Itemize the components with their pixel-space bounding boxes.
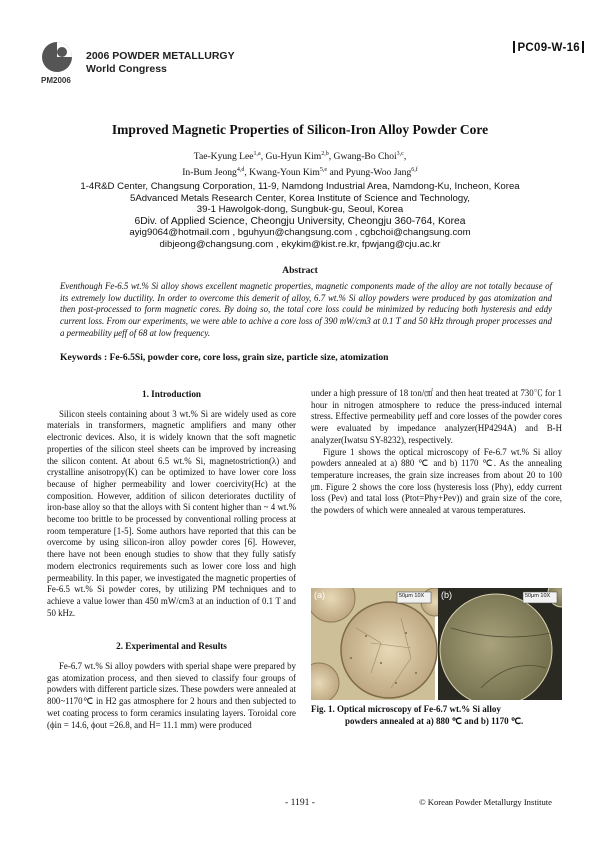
figure-caption-line-1: Fig. 1. Optical microscopy of Fe-6.7 wt.% Si alloy [311, 704, 501, 714]
authors-line-2: In-Bum Jeong$^{4,d}$, Kwang-Youn Kim$^{5,e}$ and Pyung-Woo Jang$^{6,f}$ [182, 166, 418, 178]
authors [0, 148, 600, 179]
affiliation-2: 5Advanced Metals Research Center, Korea Institute of Science and Technology, [130, 192, 470, 204]
experimental-heading: 2. Experimental and Results [116, 641, 227, 652]
panel-a-scale: 50μm 10X [399, 593, 425, 599]
abstract-heading: Abstract [282, 265, 318, 276]
affiliation-3: 39-1 Hawolgok-dong, Sungbuk-gu, Seoul, Korea [196, 204, 404, 216]
right-column [311, 388, 562, 517]
conference-line-1: 2006 POWDER METALLURGY [86, 50, 235, 62]
paper-code-text: PC09-W-16 [517, 42, 580, 54]
right-paragraph-1: under a high pressure of 18 ton/㎠ and then heat treated at 730℃ for 1 hour in nitrogen atmosphere to reduce the press-induced internal stress. Effective permeability μeff and core losses of the powder cores were evaluated by impedance analyzer(HP4294A) and B-H analyzer(Iwatsu SY-8232), respectively. [311, 388, 562, 445]
intro-text: Silicon steels containing about 3 wt.% Si are widely used as core materials in transformers, magnetic amplifiers and many other electronic devices. Also, it is widely known that the soft magnetic properties of the silicon steel sheets can be improved by increasing the silicon content. At about 6.5 wt.% Si, magnetostriction(λ) and crystalline anisotropy(K) can be optimized to have lower core loss because of higher permeability and lower coercivity(Hc) at the composition. However, addition of silicon deteriorates ductility of iron-base alloy so that the alloys with Si content higher than ~ 4 wt.% become too brittle to be processed by conventional rolling process at room temperature [1-5]. Some authors have reported that this can be overcome by using silicon-iron alloy powder cores [6]. However, there have not been enough studies to show that they fully satisfy modern electronics requirements such as lower core loss and high permeability. In this paper, we investigated the magnetic properties of Fe-6.5 wt.% Si powder cores, by utilizing PM techniques and to achieve a value lower than 450 mW/cm3 at an induction of 0.1 T and 50 kHz. [47, 408, 296, 618]
panel-b-label: (b) [441, 590, 452, 600]
affiliation-4: 6Div. of Applied Science, Cheongju University, Cheongju 360-764, Korea [134, 215, 466, 227]
panel-b-scale: 50μm 10X [525, 593, 551, 599]
emails-line-1: ayig9064@hotmail.com , bguhyun@changsung.com , cgbchoi@changsung.com [129, 227, 471, 239]
paper-title: Improved Magnetic Properties of Silicon-Iron Alloy Powder Core [111, 122, 489, 137]
panel-a-label: (a) [314, 590, 325, 600]
conference-name [86, 50, 235, 76]
logo-year-text: PM2006 [41, 76, 71, 85]
figure-1-micrographs [311, 588, 562, 700]
affiliation-1: 1-4R&D Center, Changsung Corporation, 11-9, Namdong Industrial Area, Namdong-Ku, Incheon, Korea [80, 181, 520, 192]
figure-caption-line-2: powders annealed at a) 880 ℃ and b) 1170 ℃. [345, 716, 524, 726]
left-column [47, 389, 296, 731]
experimental-text: Fe-6.7 wt.% Si alloy powders with sperial shape were prepared by gas atomization process, and then sieved to classify four groups of powders with different particle sizes. These powders were annealed at 800~1170℃ in H2 gas atmosphere for 2 hours and then subjected to wet coating process to form ceramics insulating layers. Toroidal core (ϕin = 14.6, ϕout =26.8, and H= 11.1 mm) were produced [47, 661, 296, 730]
affiliations [0, 181, 600, 251]
paper-code [511, 41, 586, 54]
abstract-text: Eventhough Fe-6.5 wt.% Si alloy shows excellent magnetic properties, magnetic components made of the alloy are not totally because of its extremely low ductility. In order to overcome this demerit of alloy, 6.7 wt.% Si alloy powders were produced by gas atomization and then post-processed to form magnetic cores. By doing so, the total core loss could be minimized by reducing both hysteresis and eddy current loss. From our experiments, we were able to achive a core loss of 390 mW/cm3 at 0.1 T and 50 kHz through proper processes and a permeability μeff of 68 at low frequency. [60, 281, 552, 338]
authors-line-1: Tae-Kyung Lee$^{1,a}$, Gu-Hyun Kim$^{2,b}$, Gwang-Bo Choi$^{3,c}$, [193, 151, 407, 163]
emails-line-2: dibjeong@changsung.com , ekykim@kist.re.kr, fpwjang@cju.ac.kr [159, 238, 441, 250]
page-number: - 1191 - [284, 797, 316, 808]
intro-heading: 1. Introduction [141, 389, 202, 399]
right-paragraph-2: Figure 1 shows the optical microscopy of Fe-6.7 wt.% Si alloy powders annealed at a) 880 ℃ and b) 1170 ℃. As the annealing temperature increases, the grain size increases from about 20 to 100 ㎛. Figure 2 shows the core loss (hysteresis loss (Phy), eddy current loss (Pev) and tatal loss (Ptot=Phy+Pev)) and grain size of the core, the powders of which were annealed at varous temperatures. [311, 446, 562, 516]
figure-1-caption [311, 703, 562, 727]
pm2006-logo-icon [40, 40, 74, 74]
copyright-notice: © Korean Powder Metallurgy Institute [419, 797, 552, 807]
keywords: Keywords : Fe-6.5Si, powder core, core loss, grain size, particle size, atomization [60, 352, 389, 363]
conference-line-2: World Congress [86, 63, 167, 75]
